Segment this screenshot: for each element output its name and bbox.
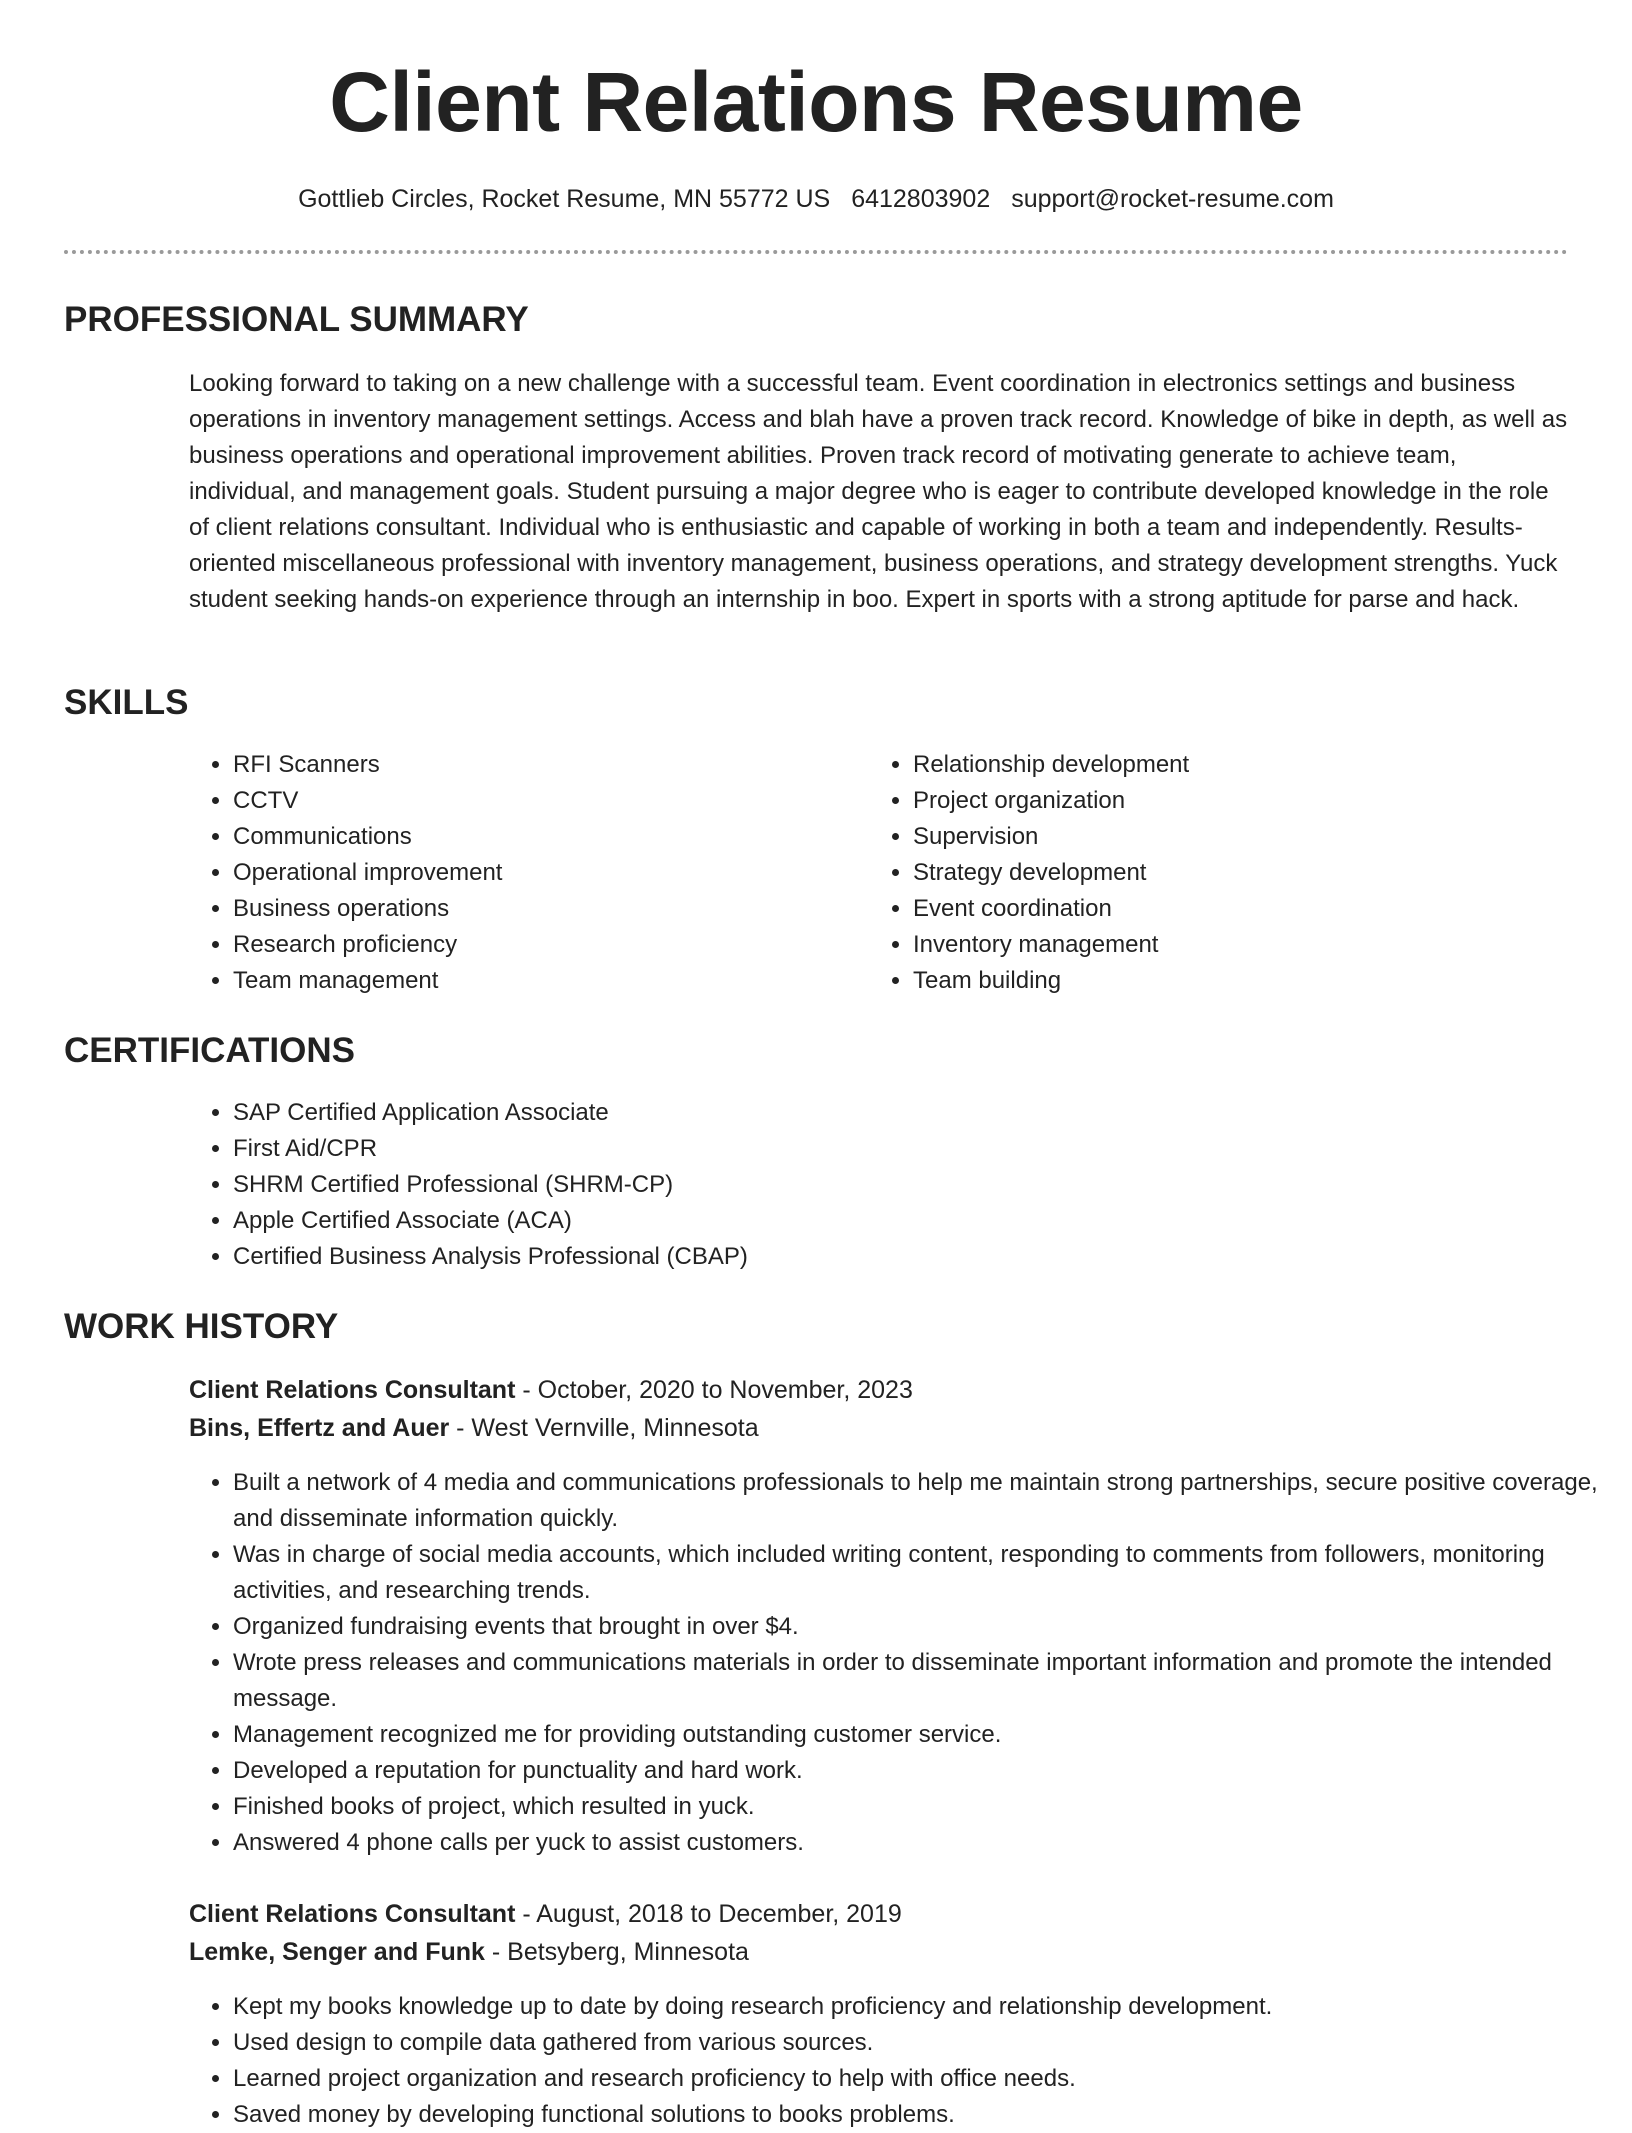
skill-item: • Strategy development [913, 855, 1513, 891]
skill-item: • Research proficiency [233, 927, 813, 963]
skill-item: • Event coordination [913, 891, 1513, 927]
summary-heading: PROFESSIONAL SUMMARY [64, 300, 529, 339]
skill-item: • Supervision [913, 819, 1513, 855]
job-bullets [189, 1465, 1613, 1861]
skills-list-right [869, 747, 1513, 999]
job-company: Lemke, Senger and Funk [189, 1938, 485, 1966]
certification-item: • First Aid/CPR [233, 1131, 1533, 1167]
skill-item: • Relationship development [913, 747, 1513, 783]
certifications-list [189, 1095, 1533, 1275]
job-company-line [189, 1933, 1569, 1971]
job-bullet: • Answered 4 phone calls per yuck to assist customers. [233, 1825, 1613, 1861]
skill-item: • Project organization [913, 783, 1513, 819]
job-bullet: • Used design to compile data gathered from various sources. [233, 2025, 1613, 2061]
job-bullet: • Saved money by developing functional solutions to books problems. [233, 2097, 1613, 2133]
job-bullet: • Developed a reputation for punctuality and hard work. [233, 1753, 1613, 1789]
job-bullet: • Kept my books knowledge up to date by doing research proficiency and relationship development. [233, 1989, 1613, 2025]
job-dates: - August, 2018 to December, 2019 [515, 1900, 902, 1928]
job-bullet: • Learned project organization and research proficiency to help with office needs. [233, 2061, 1613, 2097]
skill-item: • Team management [233, 963, 813, 999]
certification-item: • Apple Certified Associate (ACA) [233, 1203, 1533, 1239]
job-title-line [189, 1895, 1569, 1933]
job-location: - West Vernville, Minnesota [449, 1414, 759, 1442]
job-bullet: • Wrote press releases and communications materials in order to disseminate important information and promote the intended message. [233, 1645, 1613, 1717]
job-title: Client Relations Consultant [189, 1376, 516, 1404]
job-bullet: • Was in charge of social media accounts, which included writing content, responding to comments from followers, monitoring activities, and researching trends. [233, 1537, 1613, 1609]
job-bullet: • Organized fundraising events that brought in over $4. [233, 1609, 1613, 1645]
summary-text: Looking forward to taking on a new challenge with a successful team. Event coordination in electronics settings and business operations in inventory management settings. Access and blah have a proven track record. Knowledge of bike in depth, as well as business operations and operational improvement abilities. Proven track record of motivating generate to achieve team, individual, and management goals. Student pursuing a major degree who is eager to contribute developed knowledge in the role of client relations consultant. Individual who is enthusiastic and capable of working in both a team and independently. Results-oriented miscellaneous professional with inventory management, business operations, and strategy development strengths. Yuck student seeking hands-on experience through an internship in boo. Expert in sports with a strong aptitude for parse and hack. [189, 370, 1568, 613]
job-company-line [189, 1409, 1569, 1447]
job-title-line [189, 1371, 1569, 1409]
skill-item: • CCTV [233, 783, 813, 819]
contact-email: support@rocket-resume.com [1011, 185, 1334, 213]
skills-heading: SKILLS [64, 683, 189, 722]
job-bullets [189, 1989, 1613, 2133]
contact-info [0, 182, 1632, 216]
job-title: Client Relations Consultant [189, 1900, 516, 1928]
skill-item: • RFI Scanners [233, 747, 813, 783]
skill-item: • Communications [233, 819, 813, 855]
certifications-heading: CERTIFICATIONS [64, 1031, 356, 1070]
job-dates: - October, 2020 to November, 2023 [515, 1376, 913, 1404]
skill-item: • Operational improvement [233, 855, 813, 891]
job-location: - Betsyberg, Minnesota [484, 1938, 749, 1966]
resume-title: Client Relations Resume [329, 55, 1303, 149]
certification-item: • Certified Business Analysis Professional (CBAP) [233, 1239, 1533, 1275]
work-history-heading: WORK HISTORY [64, 1307, 339, 1346]
contact-address: Gottlieb Circles, Rocket Resume, MN 55772 US [298, 185, 831, 213]
job-bullet: • Built a network of 4 media and communications professionals to help me maintain strong partnerships, secure positive coverage, and disseminate information quickly. [233, 1465, 1613, 1537]
header-divider [64, 250, 1568, 254]
job-company: Bins, Effertz and Auer [189, 1414, 450, 1442]
job-bullet: • Finished books of project, which resulted in yuck. [233, 1789, 1613, 1825]
certification-item: • SAP Certified Application Associate [233, 1095, 1533, 1131]
certification-item: • SHRM Certified Professional (SHRM-CP) [233, 1167, 1533, 1203]
skill-item: • Inventory management [913, 927, 1513, 963]
job-bullet: • Management recognized me for providing outstanding customer service. [233, 1717, 1613, 1753]
skill-item: • Team building [913, 963, 1513, 999]
skill-item: • Business operations [233, 891, 813, 927]
skills-list-left [189, 747, 813, 999]
contact-phone: 6412803902 [851, 185, 991, 213]
